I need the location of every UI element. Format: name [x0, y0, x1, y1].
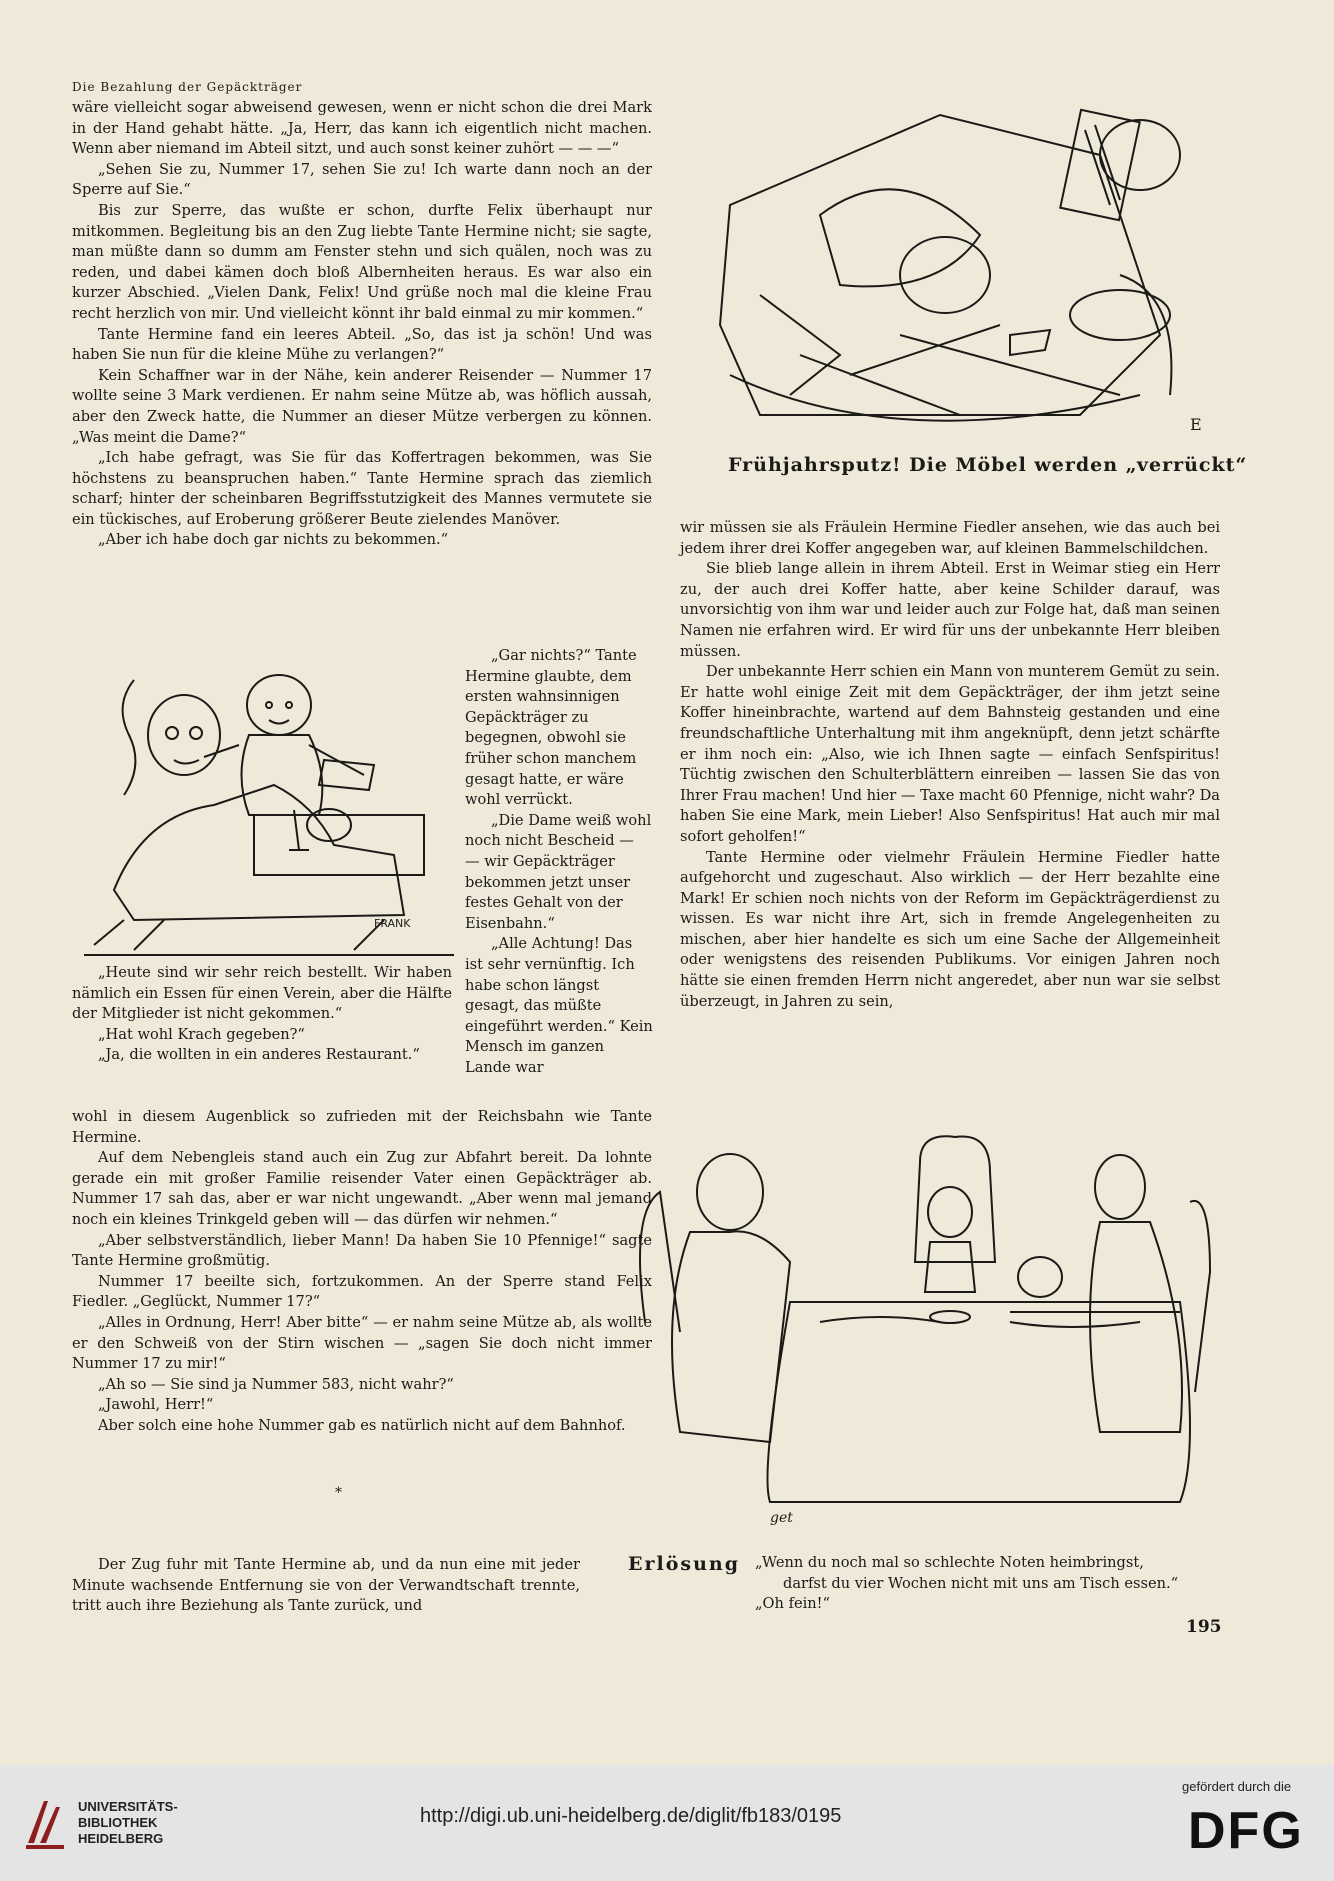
library-name-line: BIBLIOTHEK: [78, 1815, 158, 1830]
paragraph: Nummer 17 beeilte sich, fortzukommen. An der Sperre stand Felix Fiedler. „Geglückt, Nummer 17?“: [72, 1272, 652, 1311]
left-column: [72, 98, 652, 551]
caption-line: „Wenn du noch mal so schlechte Noten heimbringst,: [755, 1554, 1144, 1571]
caption-line: „Heute sind wir sehr reich bestellt. Wir haben nämlich ein Essen für einen Verein, aber die Hälfte der Mitglieder ist nicht gekommen.“: [72, 964, 452, 1023]
source-url[interactable]: http://digi.ub.uni-heidelberg.de/diglit/fb183/0195: [420, 1805, 842, 1827]
paragraph: Tante Hermine oder vielmehr Fräulein Hermine Fiedler hatte aufgehorcht und zugeschaut. Also wirklich — der Herr bezahlte eine Mark! Er schien noch nichts von der Reform im Gepäckträgerdienst zu wissen. Es war nicht ihre Art, sich in fremde Angelegenheiten zu mischen, aber hier handelte es sich um eine Sache der Allgemeinheit oder wenigstens des reisenden Publikums. Vor einigen Jahren noch hätte sie einen fremden Herrn nicht angeredet, aber nun war sie selbst überzeugt, in Jahren zu sein,: [680, 848, 1220, 1010]
paragraph: wir müssen sie als Fräulein Hermine Fiedler ansehen, wie das auch bei jedem ihrer drei Koffer angegeben war, auf kleinen Bammelschildchen.: [680, 519, 1220, 557]
bottom-cartoon-caption: [755, 1553, 1215, 1615]
page-number: 195: [1186, 1617, 1222, 1637]
caption-line: „Oh fein!“: [755, 1595, 830, 1613]
paragraph: „Alles in Ordnung, Herr! Aber bitte“ — er nahm seine Mütze ab, als wollte er den Schweiß von der Stirn wischen — „sagen Sie doch nicht immer Nummer 17 zu mir!“: [72, 1313, 652, 1373]
cartoon-signature: get: [770, 1510, 793, 1526]
right-column: [680, 518, 1220, 1012]
paragraph: Der Zug fuhr mit Tante Hermine ab, und da nun eine mit jeder Minute wachsende Entfernung sie von der Verwandtschaft trennte, tritt auch ihre Beziehung als Tante zurück, und: [72, 1556, 580, 1615]
caption-line: „Ja, die wollten in ein anderes Restaurant.“: [98, 1046, 420, 1064]
paragraph: „Ah so — Sie sind ja Nummer 583, nicht wahr?“: [98, 1375, 454, 1393]
paragraph: „Gar nichts?“ Tante Hermine glaubte, dem ersten wahnsinnigen Gepäckträger zu begegnen, obwohl sie früher schon manchem gesagt hatte, er wäre wohl verrückt.: [465, 647, 637, 809]
paragraph: „Aber selbstverständlich, lieber Mann! Da haben Sie 10 Pfennige!“ sagte Tante Hermine großmütig.: [72, 1231, 652, 1270]
paragraph: wohl in diesem Augenblick so zufrieden mit der Reichsbahn wie Tante Hermine.: [72, 1108, 652, 1146]
waiter-caption: [72, 963, 452, 1066]
cartoon-signature: E: [1190, 415, 1202, 434]
caption-line: „Hat wohl Krach gegeben?“: [98, 1025, 305, 1043]
bottom-cartoon-title: Erlösung: [628, 1553, 740, 1575]
paragraph: „Die Dame weiß wohl noch nicht Bescheid — — wir Gepäckträger bekommen jetzt unser festes Gehalt von der Eisenbahn.“: [465, 811, 652, 932]
dfg-logo: DFG: [1188, 1802, 1304, 1860]
library-name-line: HEIDELBERG: [78, 1831, 164, 1846]
paragraph: Tante Hermine fand ein leeres Abteil. „So, das ist ja schön! Und was haben Sie nun für die kleine Mühe zu verlangen?“: [72, 325, 652, 364]
paragraph: Aber solch eine hohe Nummer gab es natürlich nicht auf dem Bahnhof.: [98, 1416, 626, 1434]
left-bottom-paragraph: [72, 1555, 580, 1617]
section-separator: *: [335, 1485, 342, 1501]
funding-note: gefördert durch die: [1182, 1779, 1292, 1794]
spring-cleaning-cartoon: [700, 95, 1220, 440]
library-name: [78, 1799, 178, 1847]
library-name-line: UNIVERSITÄTS-: [78, 1799, 178, 1814]
paragraph: Bis zur Sperre, das wußte er schon, durfte Felix überhaupt nur mitkommen. Begleitung bis an den Zug liebte Tante Hermine nicht; sie sagte, man müßte dann so dumm am Fenster stehn und sich quälen, noch was zu reden, und dabei kämen doch bloß Albernheiten heraus. Es war also ein kurzer Abschied. „Vielen Dank, Felix! Und grüße noch mal die kleine Frau recht herzlich von mir. Und vielleicht könnt ihr bald einmal zu mir kommen.“: [72, 201, 652, 322]
paragraph: Der unbekannte Herr schien ein Mann von munterem Gemüt zu sein. Er hatte wohl einige Zeit mit dem Gepäckträger, der ihm jetzt seine Koffer hineinbrachte, wartend auf dem Bahnsteig gestanden und eine freundschaftliche Unterhaltung mit ihm angeknüpft, denn jetzt schärfte er ihm noch ein: „Also, wie ich Ihnen sagte — einfach Senfspiritus! Tüchtig zwischen den Schulterblättern einreiben — lassen Sie das von Ihrer Frau machen! Und hier — Taxe macht 60 Pfennige, nicht wahr? Da haben Sie eine Mark, mein Lieber! Also Senfspiritus! Hat auch mir mal sofort geholfen!“: [680, 663, 1220, 845]
narrow-column: [465, 646, 653, 1078]
paragraph: „Alle Achtung! Das ist sehr vernünftig. Ich habe schon längst gesagt, das müßte eingeführt werden.“ Kein Mensch im ganzen Lande war: [465, 935, 653, 1076]
viewer-footer: [0, 1765, 1334, 1881]
paragraph: „Jawohl, Herr!“: [98, 1396, 214, 1414]
paragraph: wäre vielleicht sogar abweisend gewesen, wenn er nicht schon die drei Mark in der Hand gehabt hätte. „Ja, Herr, das kann ich eigentlich nicht machen. Wenn aber niemand im Abteil sitzt, und auch sonst keiner zuhört — — —“: [72, 99, 652, 158]
paragraph: „Aber ich habe doch gar nichts zu bekommen.“: [98, 531, 449, 549]
paragraph: „Sehen Sie zu, Nummer 17, sehen Sie zu! Ich warte dann noch an der Sperre auf Sie.“: [72, 160, 652, 199]
family-table-cartoon: [620, 1132, 1220, 1532]
spring-cleaning-caption: Frühjahrsputz! Die Möbel werden „verrückt“: [728, 454, 1248, 476]
left-column-continued: [72, 1107, 652, 1437]
paragraph: Auf dem Nebengleis stand auch ein Zug zur Abfahrt bereit. Da lohnte gerade ein mit großer Familie reisender Vater einen Gepäckträger ab. Nummer 17 sah das, aber er war nicht ungewandt. „Aber wenn mal jemand noch ein kleines Trinkgeld geben will — das dürfen wir nehmen.“: [72, 1149, 652, 1228]
cartoon-signature: FRANK: [374, 917, 411, 930]
paragraph: Sie blieb lange allein in ihrem Abteil. Erst in Weimar stieg ein Herr zu, der auch drei Koffer hatte, aber keine Schilder darauf, was unvorsichtig von ihm war und leider auch zur Folge hat, daß man seinen Namen nie erfahren wird. Er wird für uns der unbekannte Herr bleiben müssen.: [680, 560, 1220, 660]
paragraph: Kein Schaffner war in der Nähe, kein anderer Reisender — Nummer 17 wollte seine 3 Mark verdienen. Er nahm seine Mütze ab, was höflich aussah, aber den Zweck hatte, die Nummer an dieser Mütze verbergen zu können. „Was meint die Dame?“: [72, 366, 652, 446]
waiter-cartoon: [74, 665, 464, 965]
running-head: Die Bezahlung der Gepäckträger: [72, 80, 303, 94]
paragraph: „Ich habe gefragt, was Sie für das Koffertragen bekommen, was Sie höchstens zu beanspruchen haben.“ Tante Hermine sprach das ziemlich scharf; hinter der scheinbaren Begriffsstutzigkeit des Mannes vermutete sie ein tückisches, auf Eroberung größerer Beute zielendes Manöver.: [72, 449, 652, 528]
caption-line: darfst du vier Wochen nicht mit uns am Tisch essen.“: [783, 1574, 1179, 1592]
university-library-logo-icon: [22, 1793, 70, 1853]
